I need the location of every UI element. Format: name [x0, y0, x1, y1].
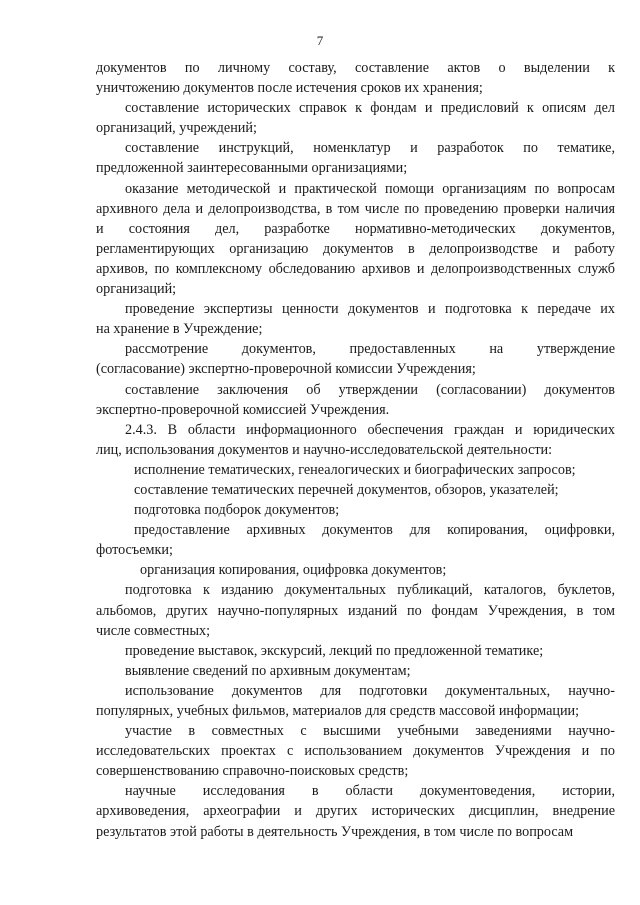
- text-line: 2.4.3. В области информационного обеспечения граждан и юридических: [125, 421, 615, 438]
- paragraph: [96, 641, 615, 661]
- text-line: архивов, по комплексному обследованию архивов и делопроизводственных служб: [96, 260, 615, 277]
- paragraph: [96, 681, 615, 721]
- text-line: предоставление архивных документов для копирования, оцифровки,: [134, 522, 615, 539]
- text-line: исполнение тематических, генеалогических и биографических запросов;: [134, 461, 576, 478]
- text-line: проведение экспертизы ценности документов и подготовка к передаче их: [125, 301, 615, 318]
- text-line: составление инструкций, номенклатур и разработок по тематике,: [125, 140, 615, 157]
- page-number: 7: [316, 33, 324, 48]
- paragraph: [96, 520, 615, 560]
- text-line: числе совместных;: [96, 622, 211, 639]
- text-line: организаций, учреждений;: [96, 120, 257, 137]
- paragraph: [96, 420, 615, 460]
- paragraph: [96, 460, 615, 480]
- text-line: подготовка к изданию документальных публикаций, каталогов, буклетов,: [125, 582, 615, 599]
- text-line: и состояния дел, разработке нормативно-методических документов,: [96, 220, 615, 237]
- text-line: на хранение в Учреждение;: [96, 321, 263, 338]
- text-line: документов по личному составу, составление актов о выделении к: [96, 60, 615, 76]
- text-line: составление заключения об утверждении (согласовании) документов: [125, 381, 615, 398]
- paragraph: [96, 480, 615, 500]
- text-line: участие в совместных с высшими учебными заведениями научно-: [125, 723, 615, 740]
- document-body: [96, 58, 615, 842]
- text-line: (согласование) экспертно-проверочной комиссии Учреждения;: [96, 361, 476, 378]
- text-line: архивоведения, археографии и других исторических дисциплин, внедрение: [96, 803, 615, 820]
- text-line: выявление сведений по архивным документам;: [125, 662, 411, 679]
- paragraph: [96, 781, 615, 841]
- paragraph: [96, 98, 615, 138]
- text-line: архивного дела и делопроизводства, в том числе по проведению проверки наличия: [96, 200, 615, 217]
- text-line: лиц, использования документов и научно-исследовательской деятельности:: [96, 441, 553, 458]
- text-line: популярных, учебных фильмов, материалов для средств массовой информации;: [96, 703, 580, 719]
- text-line: экспертно-проверочной комиссией Учреждения.: [96, 401, 390, 418]
- text-line: предложенной заинтересованными организациями;: [96, 160, 408, 177]
- text-line: организация копирования, оцифровка документов;: [140, 562, 447, 579]
- paragraph: [96, 500, 615, 520]
- text-line: проведение выставок, экскурсий, лекций по предложенной тематике;: [125, 642, 544, 659]
- text-line: организаций;: [96, 281, 177, 298]
- text-line: регламентирующих организацию документов в делопроизводстве и работу: [96, 240, 615, 257]
- text-line: исследовательских проектах с использованием документов Учреждения и по: [96, 743, 615, 760]
- text-line: альбомов, других научно-популярных изданий по фондам Учреждения, в том: [96, 602, 615, 619]
- paragraph: [96, 299, 615, 339]
- text-line: уничтожению документов после истечения сроков их хранения;: [96, 80, 483, 97]
- paragraph: [96, 339, 615, 379]
- paragraph: [96, 380, 615, 420]
- text-line: составление исторических справок к фондам и предисловий к описям дел: [125, 100, 615, 117]
- text-line: составление тематических перечней документов, обзоров, указателей;: [134, 481, 559, 498]
- paragraph: [96, 138, 615, 178]
- paragraph: [96, 179, 615, 300]
- text-line: совершенствованию справочно-поисковых средств;: [96, 763, 409, 780]
- text-line: рассмотрение документов, предоставленных на утверждение: [125, 341, 615, 358]
- paragraph: [96, 661, 615, 681]
- paragraph: [96, 58, 615, 98]
- text-line: использование документов для подготовки документальных, научно-: [125, 682, 615, 699]
- text-line: оказание методической и практической помощи организациям по вопросам: [125, 180, 615, 197]
- paragraph: [96, 560, 615, 580]
- text-line: фотосъемки;: [96, 542, 173, 559]
- text-line: научные исследования в области документоведения, истории,: [125, 783, 615, 800]
- text-line: результатов этой работы в деятельность Учреждения, в том числе по вопросам: [96, 823, 574, 840]
- text-line: подготовка подборок документов;: [134, 502, 340, 519]
- paragraph: [96, 721, 615, 781]
- paragraph: [96, 580, 615, 640]
